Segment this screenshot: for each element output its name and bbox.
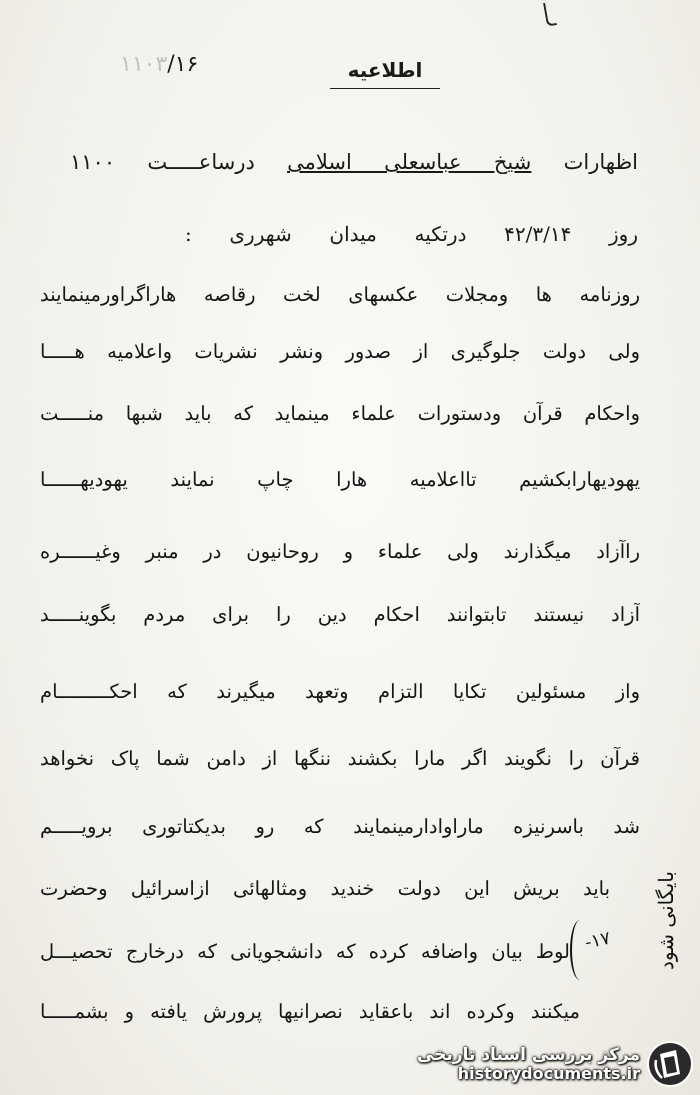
- notice-title: اطلاعیه: [330, 58, 440, 89]
- corner-pen-mark: [543, 1, 557, 26]
- body-line-9: شد باسرنیزه ماراوادارمینمایند که رو بدیکتاتوری برویـــــم: [40, 815, 640, 838]
- document-number-faded: ۱۱۰۳: [120, 52, 168, 77]
- body-line-5: راآزاد میگذارند ولی علماء و روحانیون در منبر وغیــــــره: [40, 540, 640, 563]
- body-line-1: روزنامه ها ومجلات عکسهای لخت رقاصه هاراگراورمینمایند: [40, 283, 640, 306]
- body-line-10: باید بریش این دولت خندید ومثالهائی ازاسرائیل وحضرت: [40, 877, 610, 900]
- body-line-6: آزاد نیستند تابتوانند احکام دین را برای مردم بگوینـــــد: [40, 603, 640, 626]
- body-line-3: واحکام قرآن ودستورات علماء مینماید که باید شبها منـــــت: [40, 402, 640, 425]
- body-line-11: لوط بیان واضافه کرده که دانشجویانی که درخارج تحصیـــل: [40, 940, 570, 963]
- watermark-text-fa: مرکز بررسی اسناد تاریخی: [417, 1044, 640, 1065]
- date-location-line: روز ۴۲/۳/۱۴ درتکیه میدان شهرری :: [185, 222, 638, 246]
- body-line-12: میکنند وکرده اند باعقاید نصرانیها پرورش یافته و بشمـــــا: [40, 1000, 580, 1023]
- watermark: [410, 1033, 700, 1095]
- watermark-text-en: historydocuments.ir: [457, 1063, 640, 1083]
- headline-pre: اظهارات: [531, 150, 638, 174]
- body-line-2: ولی دولت جلوگیری از صدور ونشر نشریات واعلامیه هـــــا: [40, 340, 640, 363]
- handwritten-margin-note: بایگانی شود: [654, 871, 678, 970]
- document-number-visible: /۱۶: [167, 52, 199, 77]
- archive-logo-icon: [646, 1040, 694, 1088]
- watermark-text: [417, 1046, 640, 1082]
- body-line-4: یهودیهارابکشیم تااعلامیه هارا چاپ نمایند یهودیهــــــا: [40, 468, 640, 491]
- headline-speaker: شیخ عباسعلی اسلامی: [287, 150, 532, 174]
- body-line-8: قرآن را نگویند اگر مارا بکشند ننگها از دامن شما پاک نخواهد: [40, 747, 640, 770]
- document-number: [120, 52, 198, 77]
- body-line-7: واز مسئولین تکایا التزام وتعهد میگیرند که احکـــــــــام: [40, 680, 640, 703]
- margin-number: ۱۷-: [583, 927, 613, 954]
- headline: [70, 150, 638, 174]
- headline-post: درساعـــــت ۱۱۰۰: [70, 150, 288, 174]
